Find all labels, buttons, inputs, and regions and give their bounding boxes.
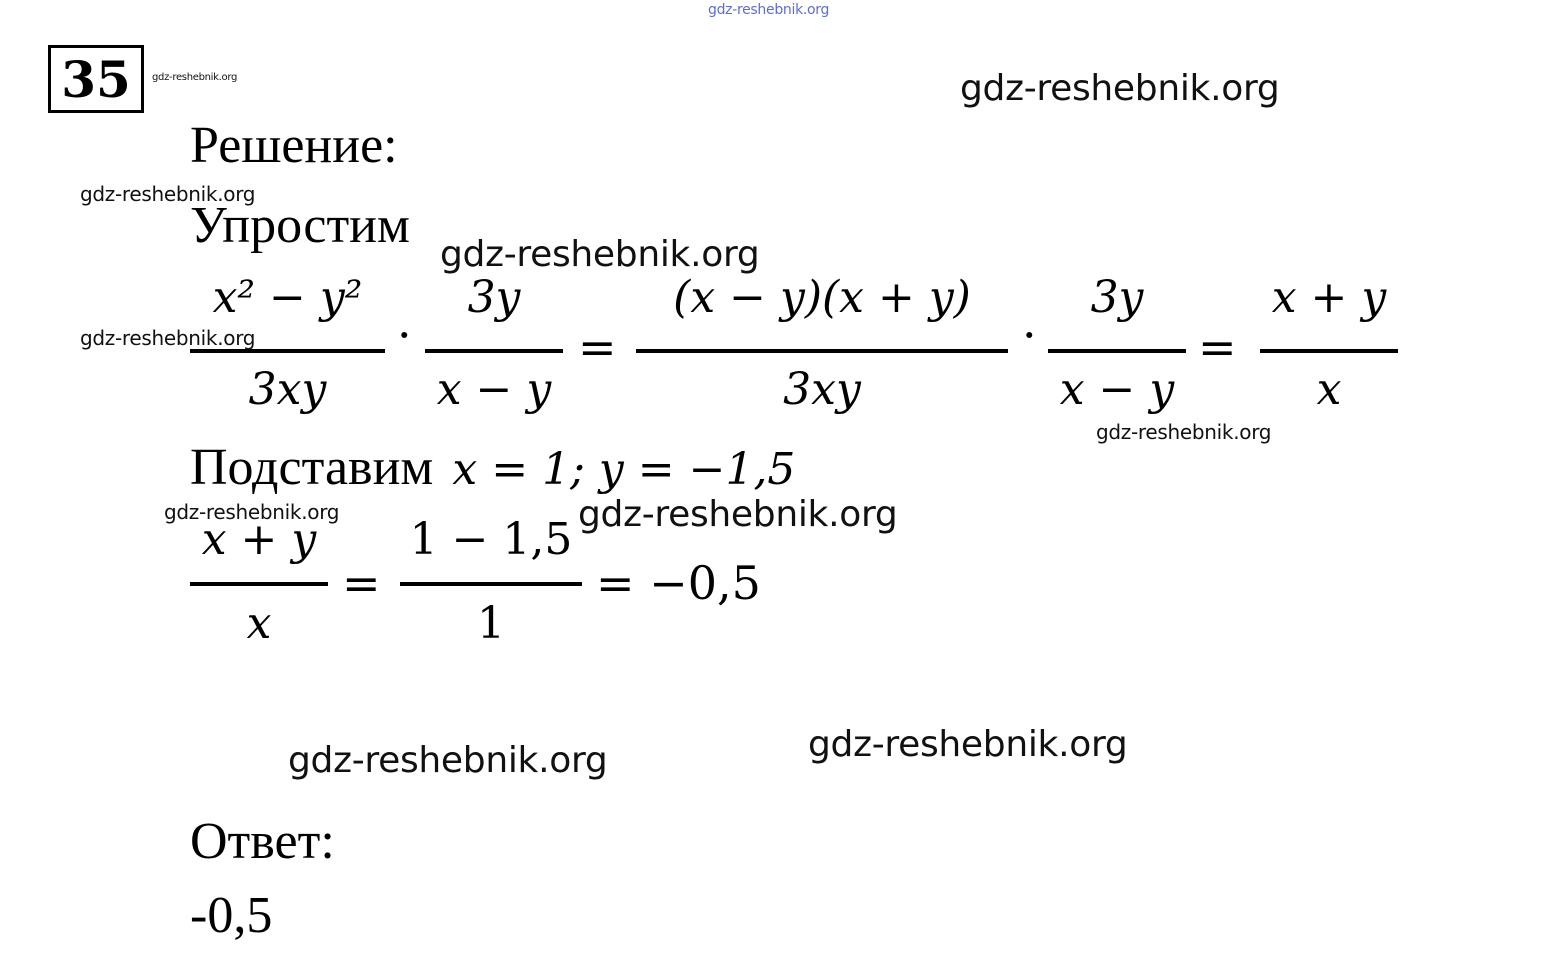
- fraction: [1048, 272, 1186, 422]
- watermark-large: gdz-reshebnik.org: [440, 234, 760, 275]
- solution-heading: Решение:: [190, 117, 398, 174]
- substitute-label: Подставим: [190, 439, 434, 496]
- fraction-denominator: x − y: [1059, 364, 1175, 415]
- watermark-small: gdz-reshebnik.org: [164, 500, 340, 524]
- fraction-denominator: 3xy: [783, 364, 861, 415]
- fraction-numerator: (x − y)(x + y): [673, 272, 971, 323]
- fraction-denominator: x: [246, 598, 272, 649]
- problem-number: 35: [61, 49, 131, 109]
- watermark-small: gdz-reshebnik.org: [80, 326, 256, 350]
- fraction-numerator: 3y: [1090, 272, 1144, 323]
- problem-number-box: [48, 45, 144, 113]
- watermark-small: gdz-reshebnik.org: [152, 72, 238, 83]
- fraction: [400, 514, 582, 654]
- watermark-large: gdz-reshebnik.org: [578, 494, 898, 535]
- fraction: [190, 514, 328, 654]
- equals-sign: =: [578, 320, 617, 374]
- fraction-numerator: 3y: [467, 272, 521, 323]
- fraction-denominator: x − y: [436, 364, 552, 415]
- fraction: [636, 272, 1008, 422]
- answer-heading: Ответ:: [190, 813, 335, 870]
- simplify-heading: Упростим: [190, 197, 410, 254]
- result: = −0,5: [596, 556, 761, 610]
- substitute-values: x = 1; y = −1,5: [452, 444, 796, 495]
- answer-value: -0,5: [190, 887, 273, 944]
- fraction-bar: [1048, 349, 1186, 353]
- fraction-bar: [425, 349, 563, 353]
- watermark-large: gdz-reshebnik.org: [808, 724, 1128, 765]
- watermark-small: gdz-reshebnik.org: [1096, 420, 1272, 444]
- equals-sign: =: [342, 556, 381, 610]
- multiply-sign: ·: [1022, 308, 1037, 362]
- watermark-small: gdz-reshebnik.org: [80, 182, 256, 206]
- fraction-denominator: 1: [477, 598, 505, 649]
- fraction-denominator: 3xy: [248, 364, 327, 415]
- fraction-bar: [400, 582, 582, 586]
- substitution-line: [190, 438, 795, 497]
- fraction-numerator: x² − y²: [212, 272, 363, 323]
- multiply-sign: ·: [397, 308, 412, 362]
- fraction-numerator: 1 − 1,5: [409, 514, 573, 565]
- fraction-numerator: x + y: [201, 514, 317, 565]
- equals-sign: =: [1198, 320, 1237, 374]
- fraction-numerator: x + y: [1271, 272, 1387, 323]
- watermark-top: gdz-reshebnik.org: [708, 2, 830, 18]
- watermark-large: gdz-reshebnik.org: [288, 740, 608, 781]
- fraction: [1260, 272, 1398, 422]
- watermark-large: gdz-reshebnik.org: [960, 68, 1280, 109]
- fraction-bar: [636, 349, 1008, 353]
- fraction-denominator: x: [1316, 364, 1342, 415]
- fraction-bar: [190, 582, 328, 586]
- fraction-bar: [1260, 349, 1398, 353]
- fraction: [425, 272, 563, 422]
